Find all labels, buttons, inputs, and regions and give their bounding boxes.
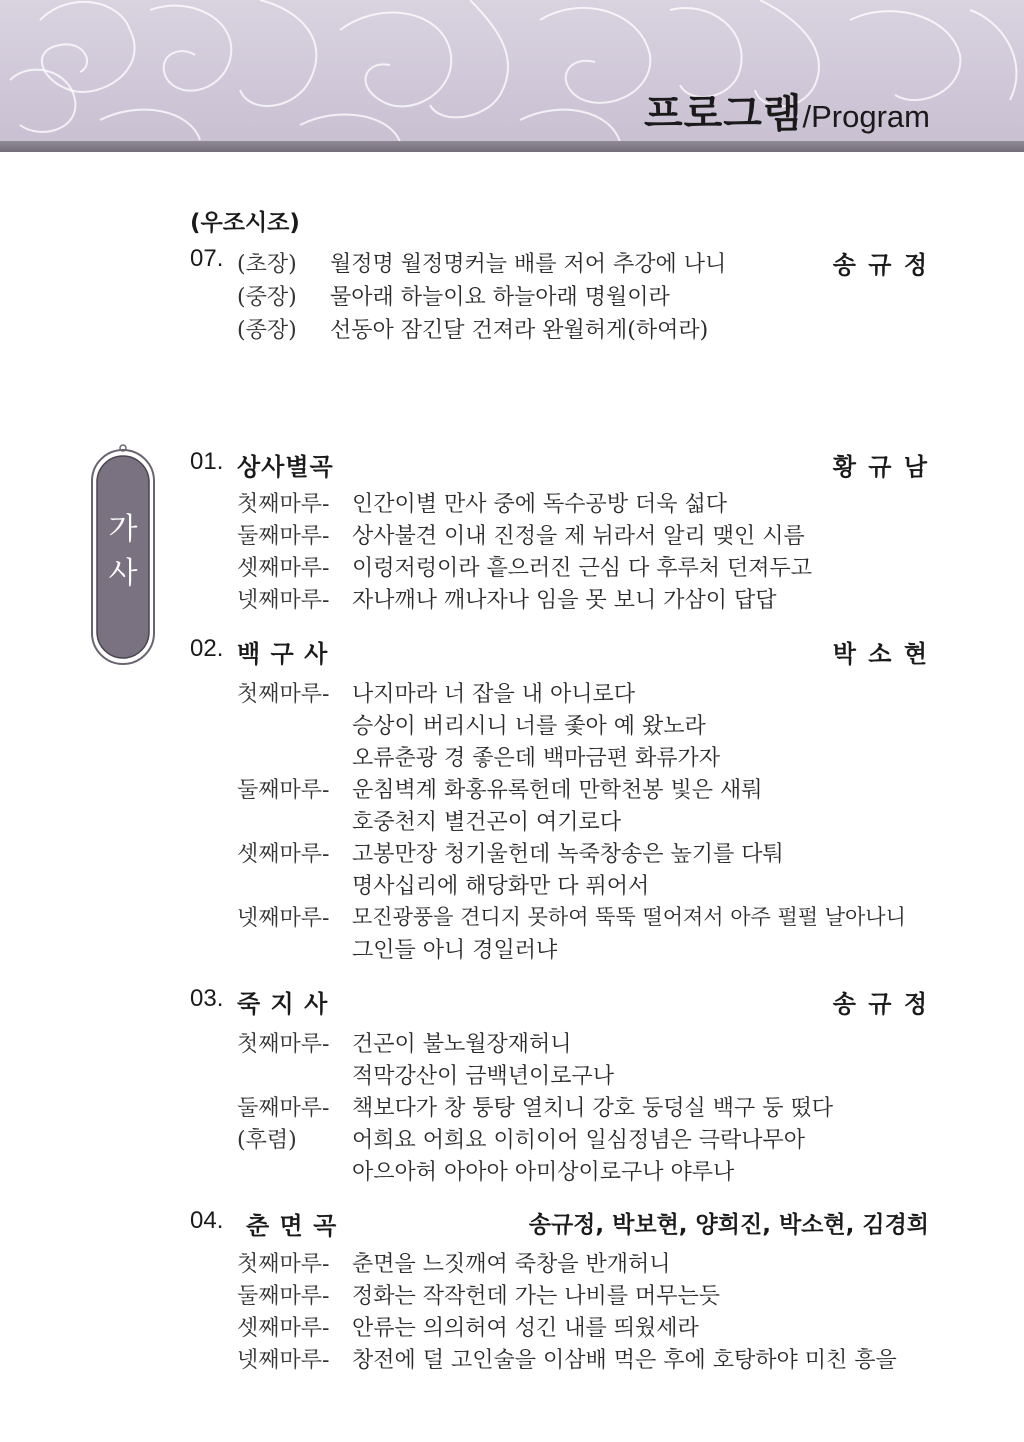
verse-text: 정화는 작작헌데 가는 나비를 머무는듯 bbox=[352, 1284, 721, 1309]
verse-text: 모진광풍을 견디지 못하여 뚝뚝 떨어져서 아주 펄펄 날아나니 bbox=[352, 905, 906, 929]
verse-label: 둘째마루- bbox=[237, 1096, 330, 1121]
verse-text: 그인들 아니 경일러냐 bbox=[352, 938, 558, 963]
sijo-line-label: (종장) bbox=[237, 318, 297, 343]
badge-char-2: 사 bbox=[108, 556, 138, 591]
sijo-heading: (우조시조) bbox=[190, 210, 300, 236]
page-title-korean: 프로그램 bbox=[643, 91, 803, 137]
verse-text: 건곤이 불노월장재허니 bbox=[352, 1032, 572, 1057]
header-band bbox=[0, 141, 1024, 152]
verse-label: 넷째마루- bbox=[237, 906, 330, 931]
verse-text: 아으아허 아아아 아미상이로구나 야루나 bbox=[352, 1160, 735, 1185]
verse-text: 창전에 덜 고인술을 이삼배 먹은 후에 호탕하야 미친 흥을 bbox=[352, 1348, 897, 1373]
verse-label: 첫째마루- bbox=[237, 682, 330, 707]
badge-char-1: 가 bbox=[108, 512, 138, 547]
sijo-line-text: 월정명 월정명커늘 배를 저어 추강에 나니 bbox=[330, 252, 727, 277]
sijo-performer: 송 규 정 bbox=[832, 251, 929, 279]
verse-text: 나지마라 너 잡을 내 아니로다 bbox=[352, 682, 635, 707]
verse-label: 첫째마루- bbox=[237, 1252, 330, 1277]
verse-label: 첫째마루- bbox=[237, 1032, 330, 1057]
song-number: 04. bbox=[190, 1207, 224, 1234]
song-number: 02. bbox=[190, 635, 224, 662]
song-title: 춘 면 곡 bbox=[246, 1212, 338, 1240]
song-title: 백 구 사 bbox=[237, 640, 329, 668]
verse-text: 안류는 의의허여 성긴 내를 띄웠세라 bbox=[352, 1316, 699, 1341]
song-title: 죽 지 사 bbox=[237, 990, 329, 1018]
song-performer: 박 소 현 bbox=[832, 640, 929, 668]
badge-label bbox=[91, 508, 155, 596]
page-title bbox=[644, 82, 930, 139]
verse-text: 인간이별 만사 중에 독수공방 더욱 섧다 bbox=[352, 492, 727, 517]
verse-label: 넷째마루- bbox=[237, 1348, 330, 1373]
verse-text: 승상이 버리시니 너를 좇아 예 왔노라 bbox=[352, 714, 706, 739]
verse-label: (후렴) bbox=[237, 1128, 297, 1153]
verse-text: 오류춘광 경 좋은데 백마금편 화류가자 bbox=[352, 746, 721, 771]
verse-text: 책보다가 창 퉁탕 열치니 강호 둥덩실 백구 둥 떴다 bbox=[352, 1096, 833, 1121]
verse-label: 셋째마루- bbox=[237, 842, 330, 867]
verse-label: 둘째마루- bbox=[237, 778, 330, 803]
page-title-english: /Program bbox=[802, 99, 930, 134]
song-title: 상사별곡 bbox=[237, 453, 334, 481]
verse-text: 적막강산이 금백년이로구나 bbox=[352, 1064, 615, 1089]
verse-text: 이렁저렁이라 흩으러진 근심 다 후루처 던져두고 bbox=[352, 556, 813, 581]
verse-text: 자나깨나 깨나자나 임을 못 보니 가삼이 답답 bbox=[352, 588, 777, 613]
verse-label: 셋째마루- bbox=[237, 1316, 330, 1341]
header-banner bbox=[0, 0, 1024, 152]
verse-label: 둘째마루- bbox=[237, 1284, 330, 1309]
sijo-line-text: 선동아 잠긴달 건져라 완월허게(하여라) bbox=[330, 318, 709, 343]
verse-label: 넷째마루- bbox=[237, 588, 330, 613]
verse-text: 호중천지 별건곤이 여기로다 bbox=[352, 810, 622, 835]
verse-text: 명사십리에 해당화만 다 퓌어서 bbox=[352, 874, 650, 899]
song-performer: 송 규 정 bbox=[832, 990, 929, 1018]
verse-text: 어희요 어희요 이히이어 일심정념은 극락나무아 bbox=[352, 1128, 806, 1153]
verse-label: 셋째마루- bbox=[237, 556, 330, 581]
sijo-line-label: (중장) bbox=[237, 285, 297, 310]
sijo-number: 07. bbox=[190, 245, 224, 272]
verse-label: 첫째마루- bbox=[237, 492, 330, 517]
song-performer: 황 규 남 bbox=[832, 453, 929, 481]
song-performer: 송규정, 박보현, 양희진, 박소현, 김경희 bbox=[528, 1212, 929, 1238]
song-number: 01. bbox=[190, 448, 224, 475]
sijo-line-label: (초장) bbox=[237, 252, 297, 277]
verse-text: 운침벽계 화홍유록헌데 만학천봉 빛은 새뤄 bbox=[352, 778, 763, 803]
verse-text: 상사불견 이내 진정을 제 뉘라서 알리 맺인 시름 bbox=[352, 524, 805, 549]
verse-label: 둘째마루- bbox=[237, 524, 330, 549]
verse-text: 춘면을 느짓깨여 죽창을 반개허니 bbox=[352, 1252, 671, 1277]
verse-text: 고봉만장 청기울헌데 녹죽창송은 높기를 다퉈 bbox=[352, 842, 784, 867]
sijo-line-text: 물아래 하늘이요 하늘아래 명월이라 bbox=[330, 285, 670, 310]
song-number: 03. bbox=[190, 985, 224, 1012]
